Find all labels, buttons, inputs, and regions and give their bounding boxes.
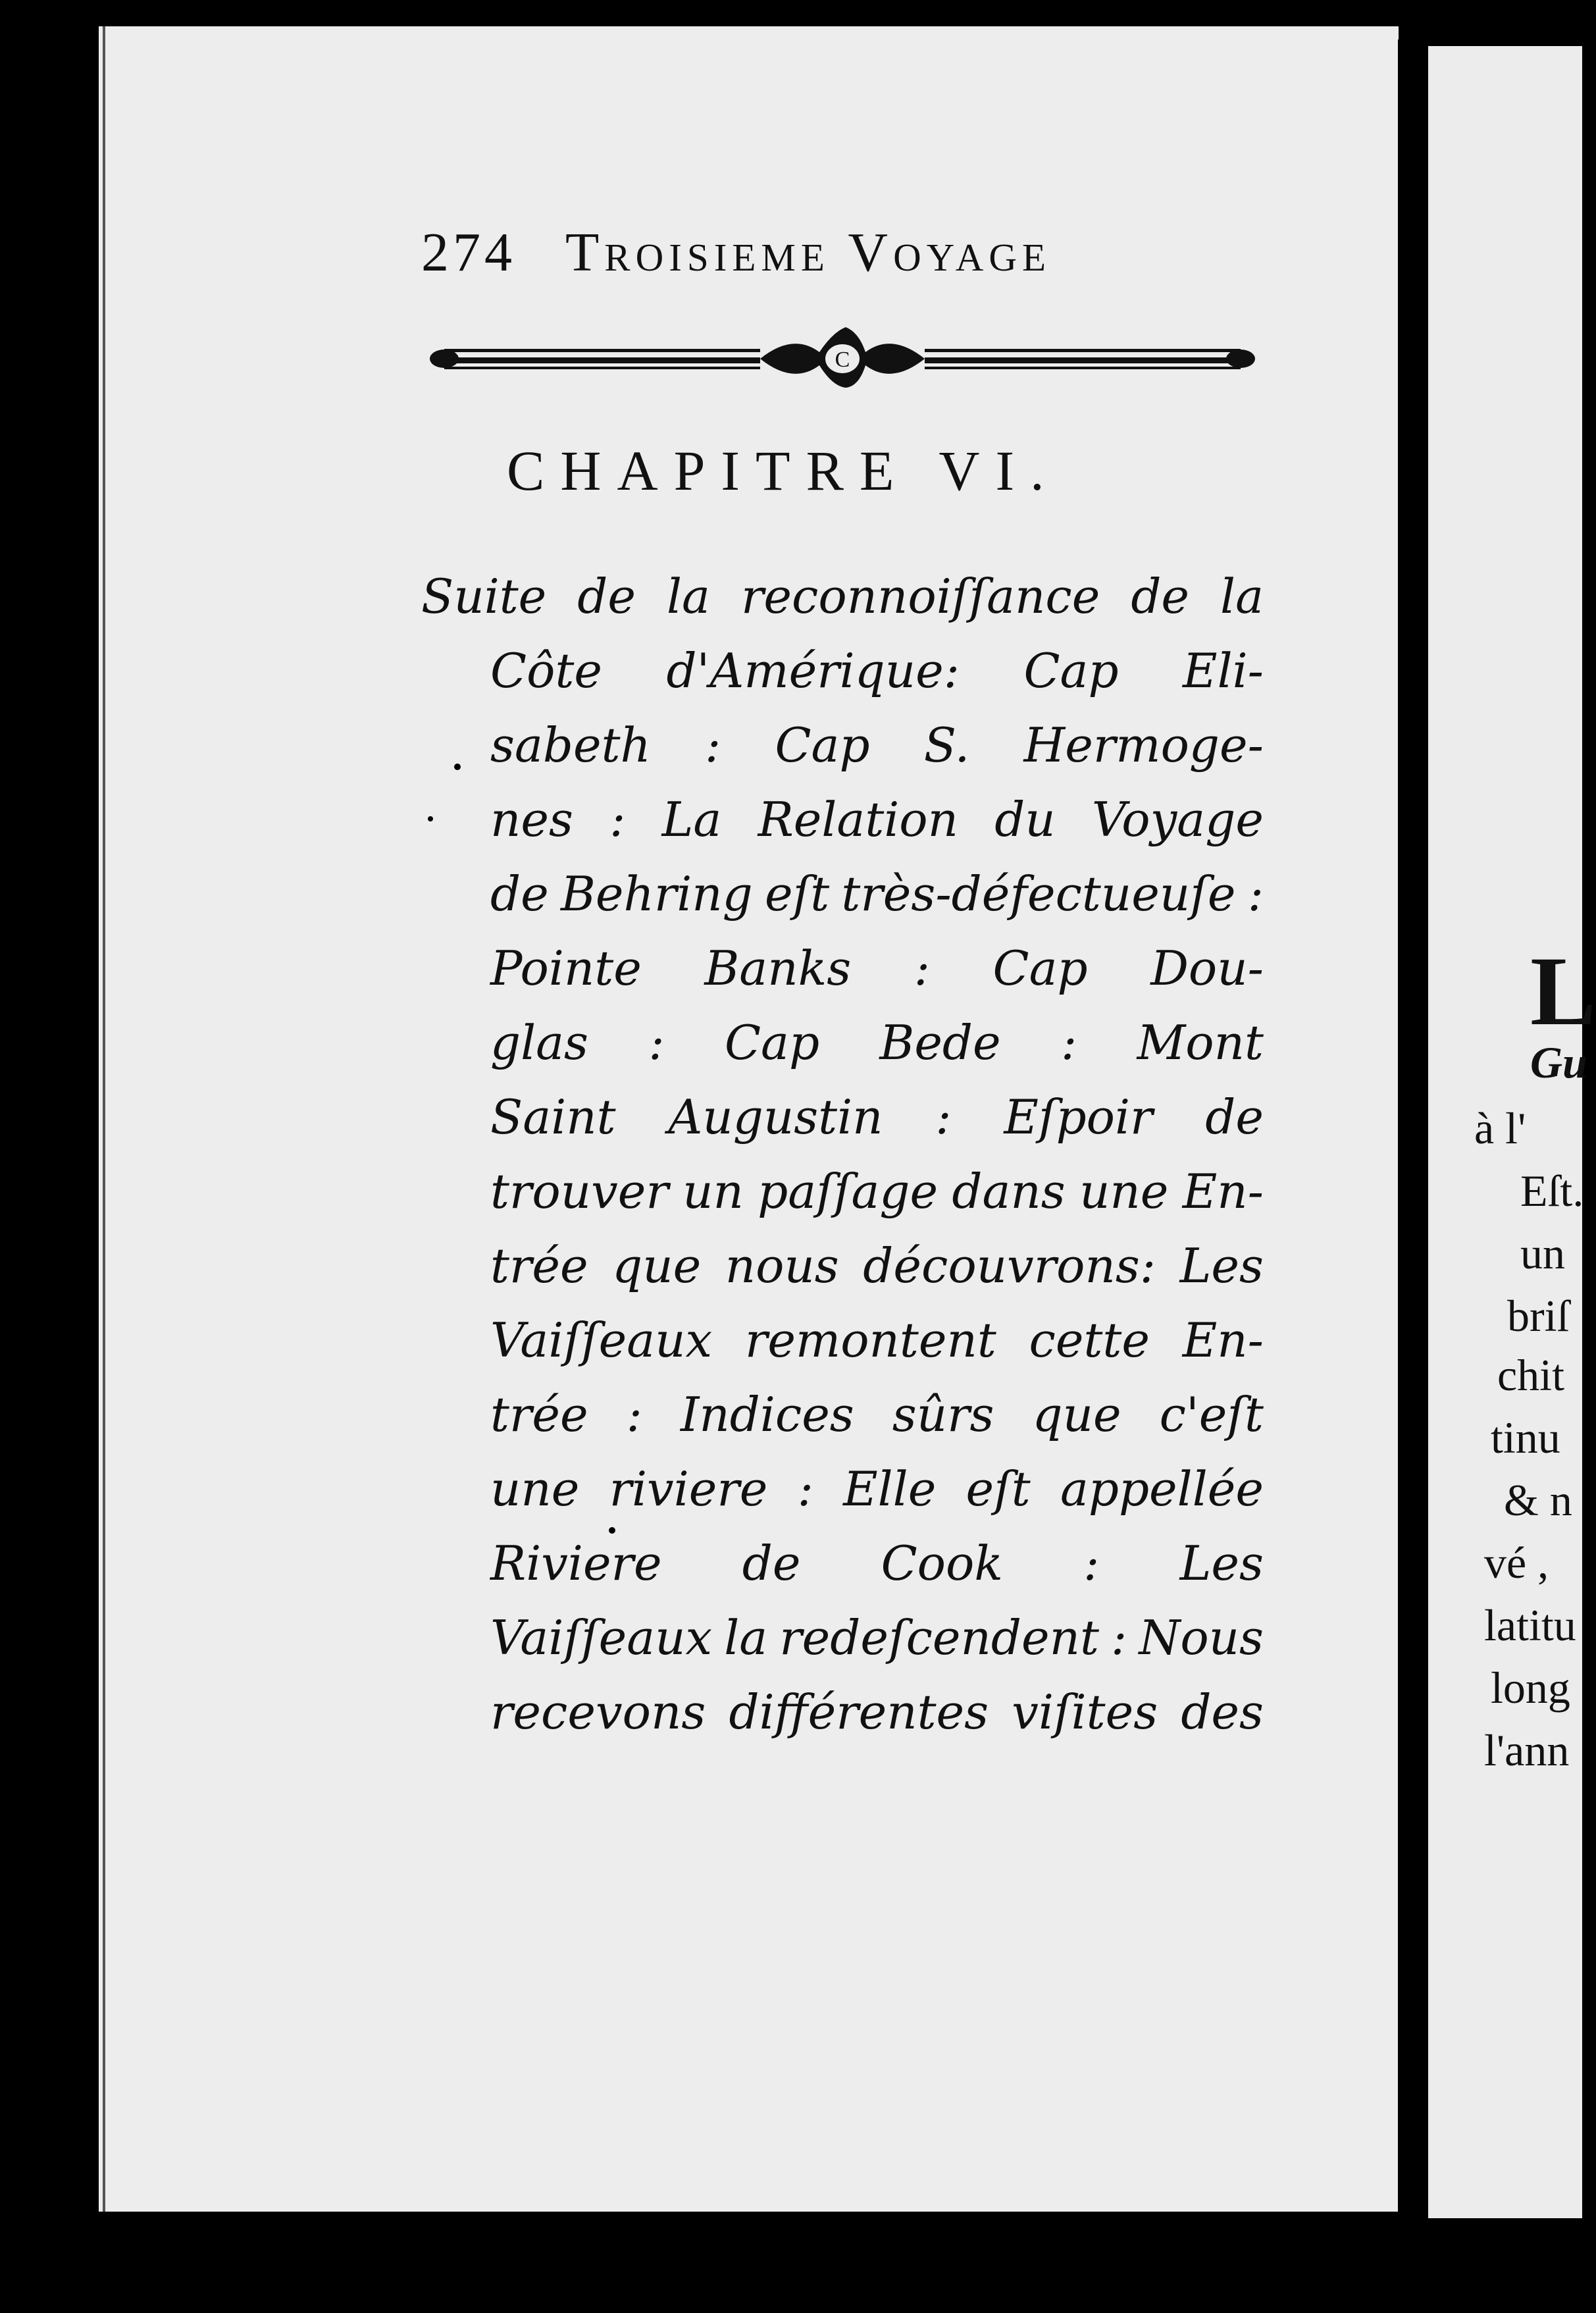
summary-word: paſſage [758,1164,939,1219]
summary-word: : [914,941,930,996]
summary-word: eſt [764,866,830,922]
summary-word: redeſcendent [779,1610,1099,1665]
summary-word: Hermoge- [1023,717,1264,773]
summary-line [490,1378,1264,1452]
summary-word: : [935,1089,952,1145]
summary-word: Cap [1023,643,1119,698]
summary-word: Augustin [668,1089,883,1145]
summary-word: : [1247,866,1264,922]
summary-line [490,634,1264,708]
summary-word: En- [1182,1164,1264,1219]
page-edge-line [103,26,105,2212]
summary-word: : [609,792,626,847]
summary-word: la [667,569,710,624]
facing-page-text: long [1491,1663,1570,1713]
summary-word: la [1220,569,1264,624]
summary-word: Banks [704,941,852,996]
chapter-heading: CHAPITRE VI. [507,439,1060,502]
summary-word: Les [1179,1238,1264,1293]
summary-word: Dou- [1150,941,1264,996]
summary-line [490,1229,1264,1303]
summary-line [490,1675,1264,1750]
summary-word: la [724,1610,768,1665]
facing-page-text: l'ann [1484,1725,1570,1775]
summary-word: Saint [490,1089,616,1145]
summary-word: Les [1179,1536,1264,1591]
summary-line [490,783,1264,857]
facing-page-text: vé , [1484,1538,1549,1588]
summary-word: nous [725,1238,839,1293]
summary-line [490,1526,1264,1601]
summary-line [490,1452,1264,1526]
summary-word: Cap [724,1015,820,1070]
scan-speck [609,1527,615,1534]
summary-word: appellée [1060,1461,1264,1517]
summary-word: Mont [1137,1015,1264,1070]
summary-word: Cap [775,717,870,773]
summary-line [490,857,1264,931]
facing-page-text: chit [1497,1350,1564,1400]
summary-word: Eli- [1183,643,1264,698]
summary-word: Relation [758,792,959,847]
summary-word: Indices [680,1387,854,1442]
summary-word: que [612,1238,702,1293]
summary-word: trouver [490,1164,669,1219]
facing-page-text: Gu [1530,1037,1587,1087]
summary-word: glas [490,1015,588,1070]
summary-word: un [682,1164,744,1219]
summary-word: de [1131,569,1190,624]
summary-word: du [994,792,1056,847]
scan-speck [428,816,433,821]
summary-word: : [797,1461,813,1517]
summary-word: différentes [729,1684,989,1740]
summary-word: riviere [609,1461,768,1517]
page-number: 274 [421,222,516,283]
summary-word: très-défectueuſe [841,866,1236,922]
facing-page-dropcap: L [1530,937,1596,1046]
summary-word: : [1110,1610,1127,1665]
summary-word: reconnoiſſance [740,569,1100,624]
summary-word: une [1079,1164,1169,1219]
summary-word: Vaiſſeaux [490,1312,713,1368]
facing-page-text: tinu [1491,1413,1560,1463]
summary-word: dans [952,1164,1066,1219]
facing-page-text: latitu [1484,1600,1576,1650]
summary-word: une [490,1461,580,1517]
summary-word: Suite [421,569,547,624]
summary-word: Riviere [490,1536,662,1591]
summary-word: remontent [744,1312,996,1368]
summary-word: que [1032,1387,1121,1442]
summary-word: S. [923,717,970,773]
summary-word: : [1083,1536,1100,1591]
chapter-summary [421,559,1264,1750]
summary-word: trée [490,1238,588,1293]
summary-line [490,1303,1264,1378]
summary-word: découvrons: [863,1238,1156,1293]
summary-line [490,931,1264,1006]
summary-word: Cook [881,1536,1004,1591]
summary-word: Bede [879,1015,1001,1070]
summary-word: : [626,1387,642,1442]
summary-line [421,559,1264,634]
summary-word: Eſpoir [1004,1089,1153,1145]
summary-word: : [648,1015,665,1070]
summary-word: de [490,866,549,922]
facing-page-text: à l' [1474,1103,1526,1153]
summary-word: Côte [490,643,602,698]
summary-word: Behring [560,866,753,922]
summary-line [490,1601,1264,1675]
summary-word: recevons [490,1684,706,1740]
summary-line [490,1155,1264,1229]
summary-word: des [1181,1684,1264,1740]
summary-word: c'eſt [1159,1387,1264,1442]
summary-line [490,708,1264,783]
summary-word: trée [490,1387,588,1442]
summary-word: En- [1182,1312,1264,1368]
facing-page-text: briſ [1507,1291,1570,1341]
summary-word: Pointe [490,941,642,996]
summary-word: d'Amérique: [666,643,960,698]
summary-word: de [742,1536,801,1591]
running-header [421,221,1051,284]
summary-word: : [705,717,721,773]
facing-page-text: un [1520,1228,1565,1278]
summary-word: sûrs [892,1387,994,1442]
decorative-rule-ornament [425,326,1260,388]
scan-speck [454,764,461,770]
summary-word: de [1205,1089,1264,1145]
svg-text:C: C [835,348,850,372]
summary-word: Elle [843,1461,937,1517]
summary-word: : [1060,1015,1077,1070]
summary-word: eſt [965,1461,1031,1517]
facing-page-text: Eſt. [1520,1166,1584,1216]
book-gutter [1398,39,1428,2231]
facing-page-text: & n [1504,1475,1572,1525]
summary-line [490,1006,1264,1080]
summary-word: nes [490,792,573,847]
summary-word: de [577,569,636,624]
summary-word: Cap [992,941,1088,996]
summary-word: viſites [1012,1684,1158,1740]
summary-word: La [661,792,722,847]
summary-word: Nous [1139,1610,1264,1665]
summary-line [490,1080,1264,1155]
summary-word: Voyage [1091,792,1264,847]
running-title: Troisieme Voyage [565,222,1051,283]
summary-word: cette [1029,1312,1150,1368]
summary-word: sabeth [490,717,651,773]
summary-word: Vaiſſeaux [490,1610,713,1665]
